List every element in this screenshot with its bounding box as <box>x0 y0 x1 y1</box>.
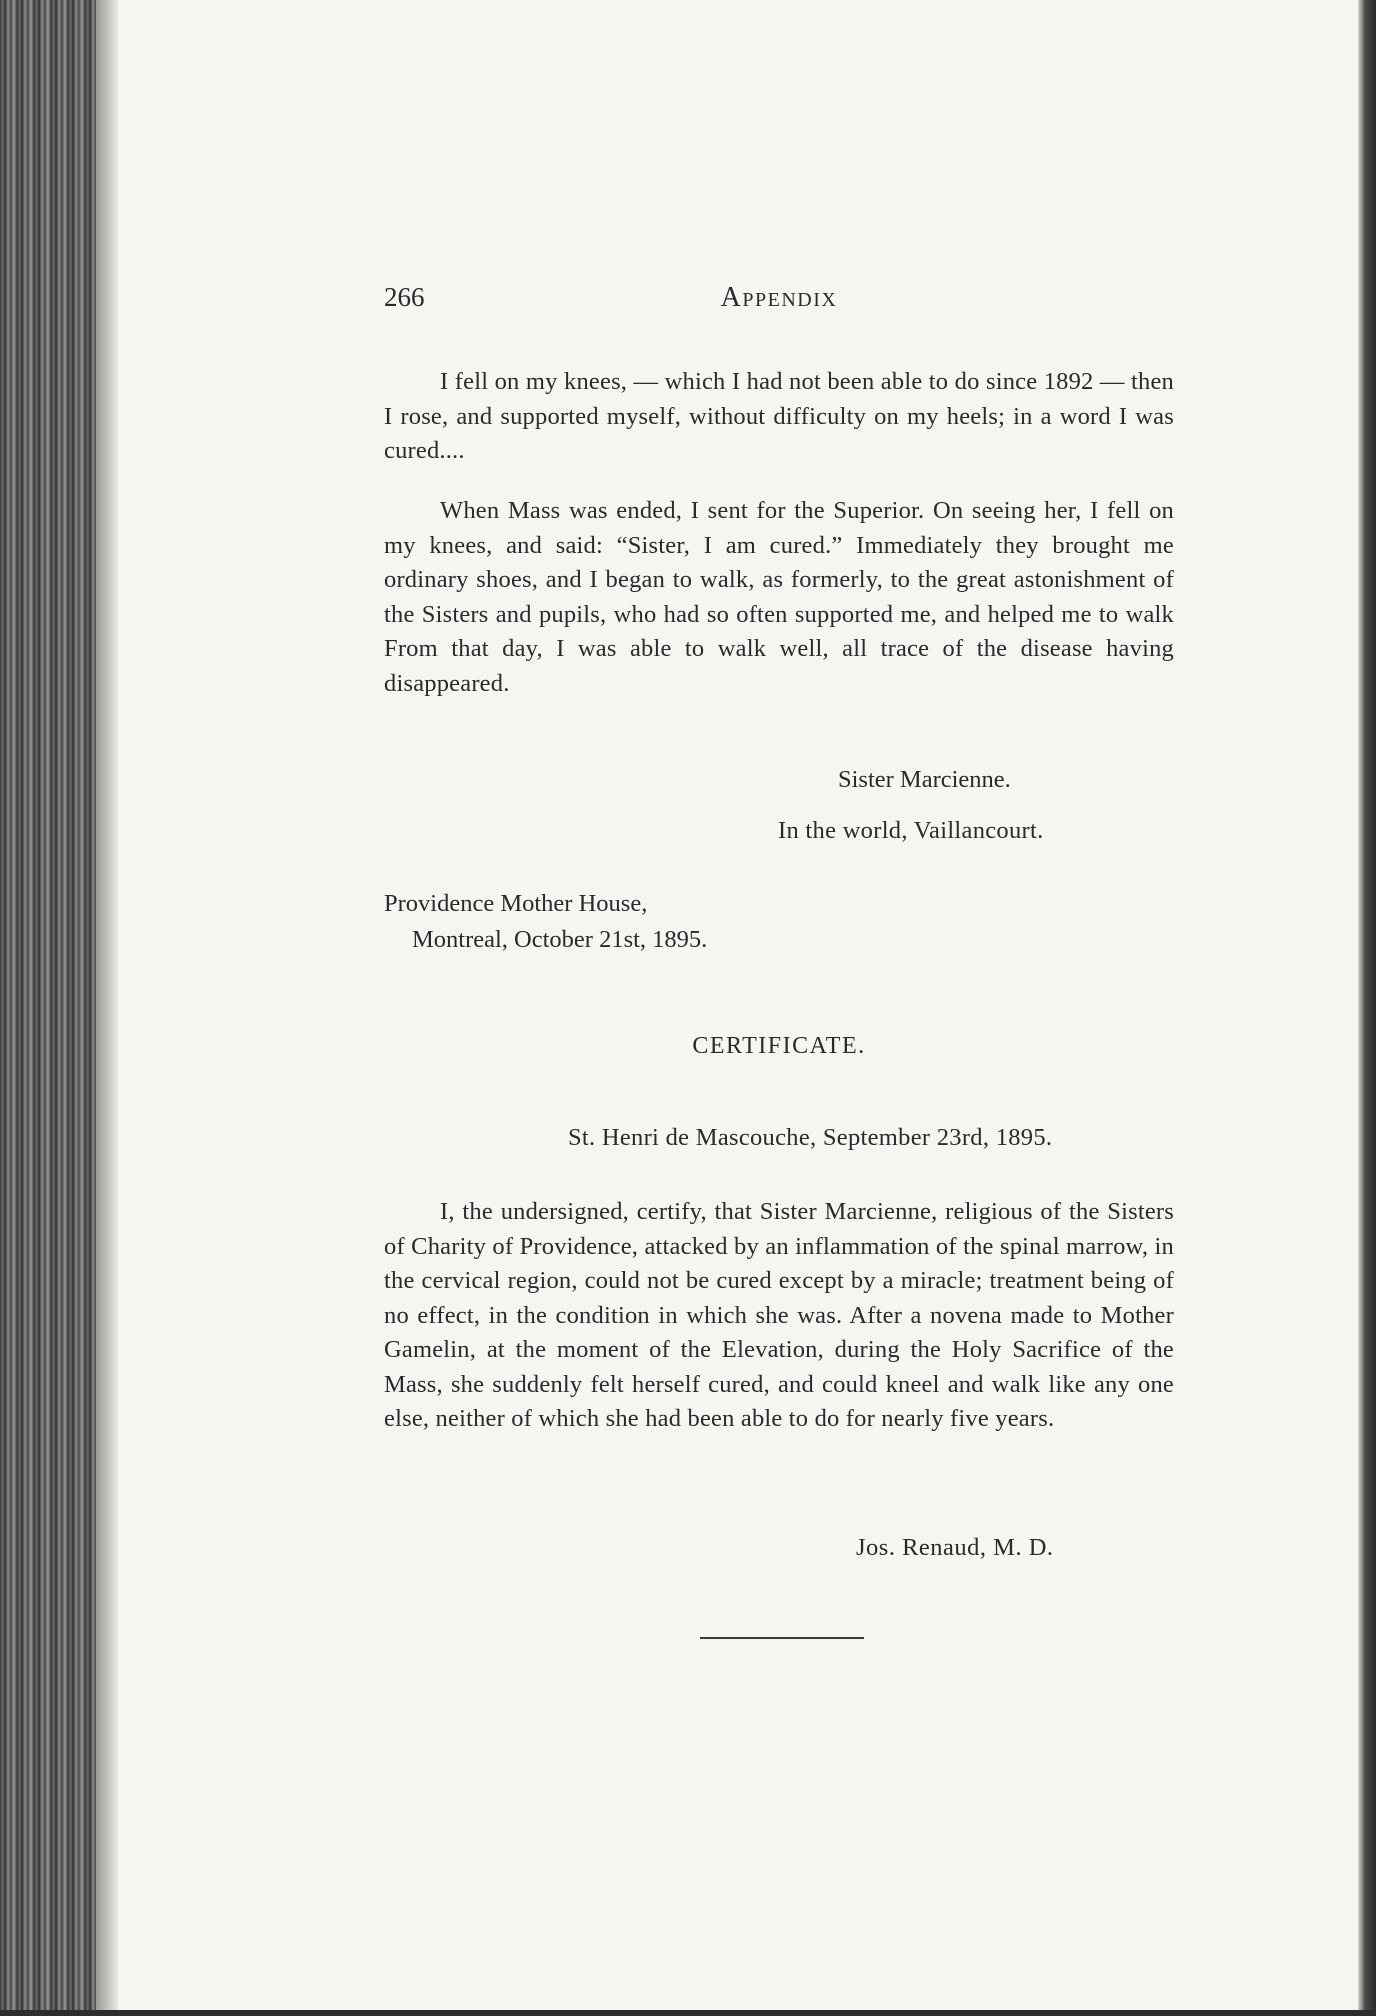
paragraph-knees: I fell on my knees, — which I had not been able to do since 1892 — then I rose, and supported myself, without difficulty on my heels; in a word I was cured.... <box>384 368 1174 464</box>
paragraph-mass: When Mass was ended, I sent for the Superior. On seeing her, I fell on my knees, and said: “Sister, I am cured.” Immediately they brought me ordinary shoes, and I began to walk, as formerly, to the great astonishment of the Sisters and pupils, who had so often supported me, and helped me to walk From that day, I was able to walk well, all trace of the disease having disappeared. <box>384 497 1174 697</box>
page-header <box>384 282 1174 322</box>
page-edge-bottom <box>0 2010 1376 2016</box>
certificate-date-line: St. Henri de Mascouche, September 23rd, 1895. <box>568 1124 1053 1151</box>
page-edge-left <box>0 0 104 2016</box>
signature-name: Sister Marcienne. <box>838 766 1011 793</box>
section-divider <box>700 1637 864 1639</box>
certificate-paragraph: I, the undersigned, certify, that Sister Marcienne, religious of the Sisters of Charity of Providence, attacked by an inflammation of the spinal marrow, in the cervical region, could not be cured except by a miracle; treatment being of no effect, in the condition in which she was. After a novena made to Mother Gamelin, at the moment of the Elevation, during the Holy Sacrifice of the Mass, she suddenly felt herself cured, and could kneel and walk like any one else, neither of which she had been able to do for nearly five years. <box>384 1198 1174 1432</box>
certificate-title: CERTIFICATE. <box>692 1033 866 1059</box>
page-edge-right <box>1358 0 1376 2016</box>
page-gutter-shadow <box>96 0 118 2016</box>
place-line: Providence Mother House, <box>384 890 648 917</box>
certificate-signature: Jos. Renaud, M. D. <box>856 1534 1054 1561</box>
date-line: Montreal, October 21st, 1895. <box>412 926 708 953</box>
running-head: Appendix <box>720 282 838 313</box>
page-number: 266 <box>384 282 425 312</box>
signature-world-name: In the world, Vaillancourt. <box>778 817 1044 844</box>
